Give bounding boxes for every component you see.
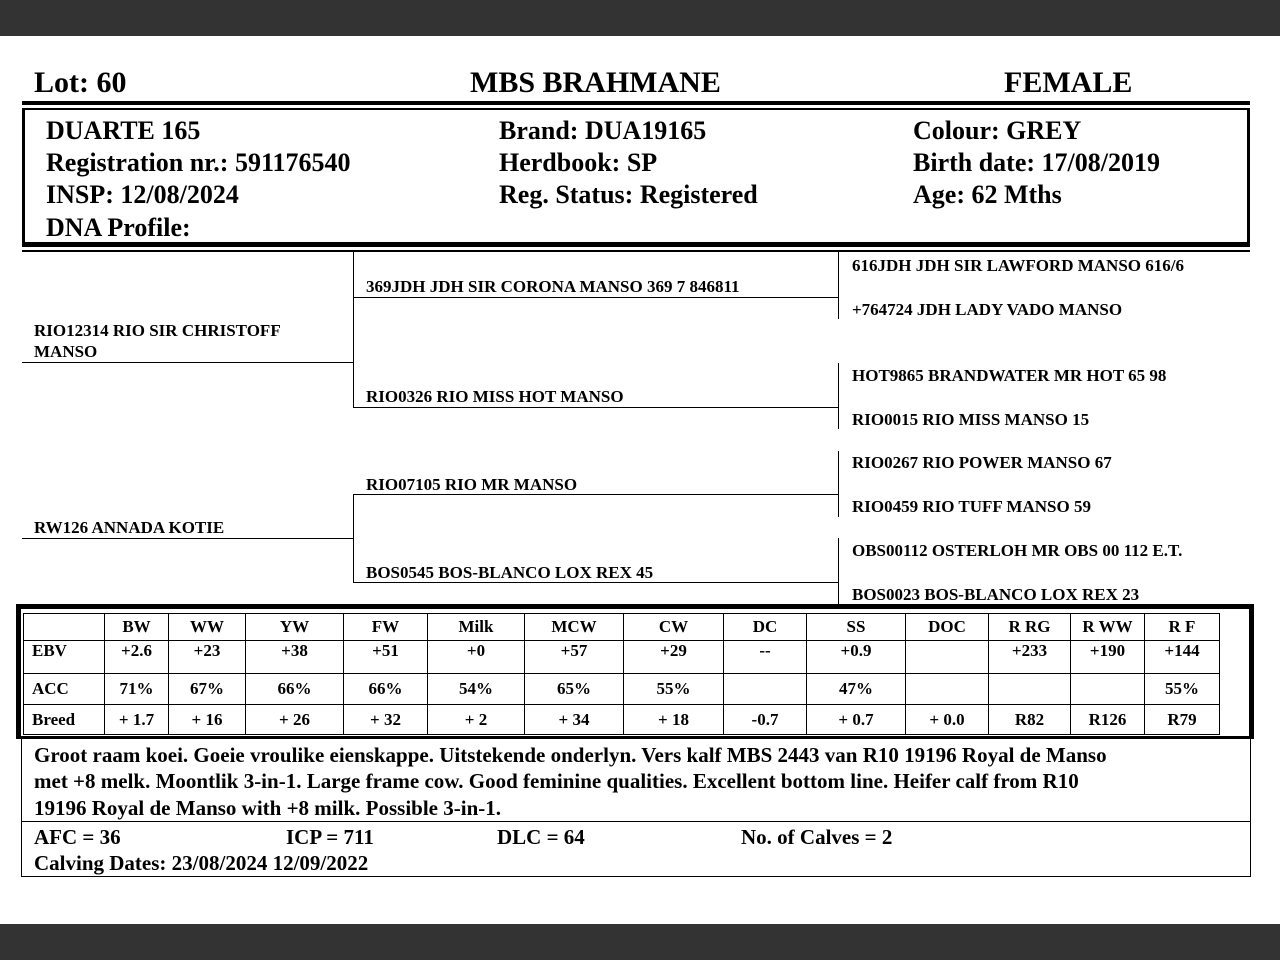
table-cell: + 26 xyxy=(246,705,344,735)
breed-title: MBS BRAHMANE xyxy=(470,66,721,99)
ebv-frame-top xyxy=(16,604,1254,609)
colour: Colour: GREY xyxy=(913,116,1082,145)
sds: HOT9865 BRANDWATER MR HOT 65 98 xyxy=(852,366,1167,385)
col-header: WW xyxy=(169,614,246,641)
herdbook: Herdbook: SP xyxy=(499,148,658,177)
col-header: SS xyxy=(807,614,906,641)
table-cell: +2.6 xyxy=(105,641,169,674)
sire-bracket xyxy=(353,252,354,407)
comment-line-3: 19196 Royal de Manso with +8 milk. Possible 3-in-1. xyxy=(34,796,501,820)
info-box-left xyxy=(22,110,25,246)
col-header: BW xyxy=(105,614,169,641)
col-header: YW xyxy=(246,614,344,641)
col-header: R RG xyxy=(989,614,1071,641)
ebv-row xyxy=(24,641,1220,674)
sire: RIO12314 RIO SIR CHRISTOFF MANSO xyxy=(34,321,281,361)
table-cell xyxy=(906,674,989,705)
afc: AFC = 36 xyxy=(34,825,121,849)
top-bar xyxy=(0,0,1280,36)
row-label: Breed xyxy=(24,705,105,735)
table-cell: + 16 xyxy=(169,705,246,735)
table-cell: 55% xyxy=(1145,674,1220,705)
dsd: RIO0459 RIO TUFF MANSO 59 xyxy=(852,497,1091,516)
table-cell: 65% xyxy=(525,674,624,705)
table-cell: + 32 xyxy=(344,705,428,735)
table-cell: +190 xyxy=(1071,641,1145,674)
lot-number: Lot: 60 xyxy=(34,66,127,99)
col-header: DC xyxy=(724,614,807,641)
dss: RIO0267 RIO POWER MANSO 67 xyxy=(852,453,1112,472)
sire-sire: 369JDH JDH SIR CORONA MANSO 369 7 846811 xyxy=(366,277,740,296)
dam-bracket xyxy=(353,494,354,583)
table-cell: + 2 xyxy=(428,705,525,735)
col-header: MCW xyxy=(525,614,624,641)
dd-bracket xyxy=(838,538,839,606)
age: Age: 62 Mths xyxy=(913,180,1062,209)
sire-sire-line xyxy=(353,297,838,298)
col-header: R F xyxy=(1145,614,1220,641)
col-header: CW xyxy=(624,614,724,641)
table-cell: +0.9 xyxy=(807,641,906,674)
ebv-header-row xyxy=(24,614,1220,641)
table-cell: +23 xyxy=(169,641,246,674)
number-of-calves: No. of Calves = 2 xyxy=(741,825,893,849)
dds: OBS00112 OSTERLOH MR OBS 00 112 E.T. xyxy=(852,541,1183,560)
sss: 616JDH JDH SIR LAWFORD MANSO 616/6 xyxy=(852,256,1184,275)
ebv-table xyxy=(23,613,1220,735)
header-rule-thin xyxy=(22,108,1250,110)
table-cell: + 34 xyxy=(525,705,624,735)
table-cell xyxy=(1071,674,1145,705)
ss-bracket xyxy=(838,252,839,319)
dam: RW126 ANNADA KOTIE xyxy=(34,518,225,537)
table-cell: 55% xyxy=(624,674,724,705)
sdd: RIO0015 RIO MISS MANSO 15 xyxy=(852,410,1090,429)
animal-name: DUARTE 165 xyxy=(46,116,201,145)
table-cell: +29 xyxy=(624,641,724,674)
sex-label: FEMALE xyxy=(1004,66,1133,99)
table-cell: + 1.7 xyxy=(105,705,169,735)
dna-profile: DNA Profile: xyxy=(46,213,191,242)
col-header: DOC xyxy=(906,614,989,641)
calving-dates: Calving Dates: 23/08/2024 12/09/2022 xyxy=(34,851,369,875)
table-cell: +233 xyxy=(989,641,1071,674)
comment-line-1: Groot raam koei. Goeie vroulike eienskappe. Uitstekende onderlyn. Vers kalf MBS 2443 van R10 19196 Royal de Manso xyxy=(34,743,1107,767)
comment-line-2: met +8 melk. Moontlik 3-in-1. Large frame cow. Good feminine qualities. Excellent bottom line. Heifer calf from R10 xyxy=(34,769,1079,793)
table-cell: +0 xyxy=(428,641,525,674)
table-cell xyxy=(989,674,1071,705)
table-cell: R126 xyxy=(1071,705,1145,735)
brand: Brand: DUA19165 xyxy=(499,116,707,145)
table-cell: +38 xyxy=(246,641,344,674)
table-cell: -0.7 xyxy=(724,705,807,735)
dlc: DLC = 64 xyxy=(497,825,585,849)
table-cell: + 0.0 xyxy=(906,705,989,735)
dam-sire-line xyxy=(353,494,838,495)
table-cell: 71% xyxy=(105,674,169,705)
table-cell: R82 xyxy=(989,705,1071,735)
table-cell: 67% xyxy=(169,674,246,705)
ebv-frame-left xyxy=(16,604,21,738)
table-cell: 54% xyxy=(428,674,525,705)
row-label: EBV xyxy=(24,641,105,674)
col-header: FW xyxy=(344,614,428,641)
reg-status: Reg. Status: Registered xyxy=(499,180,758,209)
table-cell: 66% xyxy=(246,674,344,705)
table-cell: 66% xyxy=(344,674,428,705)
table-cell: 47% xyxy=(807,674,906,705)
header-rule-thick xyxy=(22,101,1250,105)
table-cell xyxy=(906,641,989,674)
acc-row xyxy=(24,674,1220,705)
info-rule-thin xyxy=(22,250,1250,252)
icp: ICP = 711 xyxy=(286,825,374,849)
table-cell xyxy=(724,674,807,705)
registration-number: Registration nr.: 591176540 xyxy=(46,148,351,177)
table-cell: + 0.7 xyxy=(807,705,906,735)
comments-divider xyxy=(21,821,1251,822)
ddd: BOS0023 BOS-BLANCO LOX REX 23 xyxy=(852,585,1140,604)
sd-bracket xyxy=(838,363,839,429)
col-header: R WW xyxy=(1071,614,1145,641)
info-box-right xyxy=(1247,110,1250,246)
sire-dam-line xyxy=(353,407,838,408)
table-cell: R79 xyxy=(1145,705,1220,735)
col-header xyxy=(24,614,105,641)
bottom-bar xyxy=(0,924,1280,960)
table-cell: +144 xyxy=(1145,641,1220,674)
ebv-frame-right xyxy=(1249,604,1254,738)
table-cell: -- xyxy=(724,641,807,674)
col-header: Milk xyxy=(428,614,525,641)
row-label: ACC xyxy=(24,674,105,705)
birth-date: Birth date: 17/08/2019 xyxy=(913,148,1160,177)
table-cell: +51 xyxy=(344,641,428,674)
dam-sire: RIO07105 RIO MR MANSO xyxy=(366,475,578,494)
ds-bracket xyxy=(838,451,839,517)
ssd: +764724 JDH LADY VADO MANSO xyxy=(852,300,1123,319)
table-cell: +57 xyxy=(525,641,624,674)
inspection-date: INSP: 12/08/2024 xyxy=(46,180,239,209)
breed-row xyxy=(24,705,1220,735)
dam-line xyxy=(22,538,353,539)
dam-dam-line xyxy=(353,582,838,583)
sire-dam: RIO0326 RIO MISS HOT MANSO xyxy=(366,387,624,406)
info-rule-thick xyxy=(22,242,1250,247)
table-cell: + 18 xyxy=(624,705,724,735)
sire-line xyxy=(22,362,353,363)
dam-dam: BOS0545 BOS-BLANCO LOX REX 45 xyxy=(366,563,654,582)
